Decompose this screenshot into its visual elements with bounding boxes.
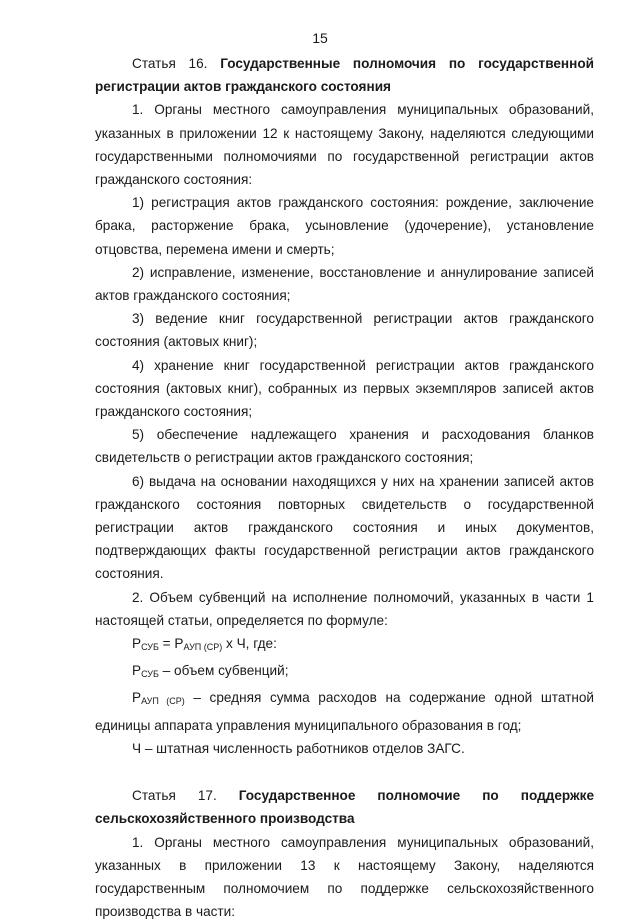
definition-staff-count: Ч – штатная численность работников отделов ЗАГС. [95, 737, 594, 760]
article-16-item-3: 3) ведение книг государственной регистрации актов гражданского состояния (актовых книг); [95, 307, 594, 353]
article-16-heading [95, 52, 594, 98]
article-16-item-6: 6) выдача на основании находящихся у них на хранении записей актов гражданского состояния повторных свидетельств о государственной регистрации актов гражданского состояния и иных документов, подтверждающих факты государственной регистрации актов гражданского состояния. [95, 470, 594, 586]
article-16-item-5: 5) обеспечение надлежащего хранения и расходования бланков свидетельств о регистрации актов гражданского состояния; [95, 423, 594, 469]
page-number: 15 [0, 29, 640, 47]
article-16-item-4: 4) хранение книг государственной регистрации актов гражданского состояния (актовых книг), собранных из первых экземпляров записей актов гражданского состояния; [95, 354, 594, 424]
formula-sub-suv: СУБ [141, 642, 159, 652]
formula-p: Р [132, 636, 141, 651]
article-17-paragraph-1: 1. Органы местного самоуправления муниципальных образований, указанных в приложении 13 к настоящему Закону, наделяются государственным полномочием по поддержке сельскохозяйственного производства в части: [95, 831, 594, 923]
article-16-title: Государственные полномочия по государственной регистрации актов гражданского состояния [95, 56, 594, 94]
article-17-title: Государственное полномочие по поддержке сельскохозяйственного производства [95, 788, 594, 826]
article-17-label: Статья 17. [132, 788, 217, 803]
article-16-paragraph-1: 1. Органы местного самоуправления муниципальных образований, указанных в приложении 12 к настоящему Закону, наделяются следующими государственными полномочиями по государственной регистрации актов гражданского состояния: [95, 98, 594, 191]
def2-sub: АУП (СР) [141, 696, 185, 706]
def1-text: – объем субвенций; [159, 663, 289, 678]
article-16-item-1: 1) регистрация актов гражданского состояния: рождение, заключение брака, расторжение брака, усыновление (удочерение), установление отцовства, перемена имени и смерть; [95, 191, 594, 261]
def1-p: Р [132, 663, 141, 678]
article-17-heading [95, 784, 594, 830]
section-gap [95, 760, 594, 784]
formula-eq: = Р [159, 636, 184, 651]
article-16-label: Статья 16. [132, 56, 207, 71]
def1-sub: СУБ [141, 669, 159, 679]
definition-average-cost [95, 686, 594, 736]
def2-text: – средняя сумма расходов на содержание одной штатной единицы аппарата управления муниципального образования в год; [95, 690, 594, 732]
article-16-item-2: 2) исправление, изменение, восстановление и аннулирование записей актов гражданского состояния; [95, 261, 594, 307]
def2-p: Р [132, 690, 141, 705]
definition-subvention [95, 659, 594, 686]
page-content [95, 52, 594, 923]
formula-sub-aup: АУП (СР) [183, 642, 222, 652]
article-16-paragraph-2: 2. Объем субвенций на исполнение полномочий, указанных в части 1 настоящей статьи, определяется по формуле: [95, 586, 594, 632]
formula-rest: х Ч, где: [222, 636, 277, 651]
subvention-formula [95, 632, 594, 659]
